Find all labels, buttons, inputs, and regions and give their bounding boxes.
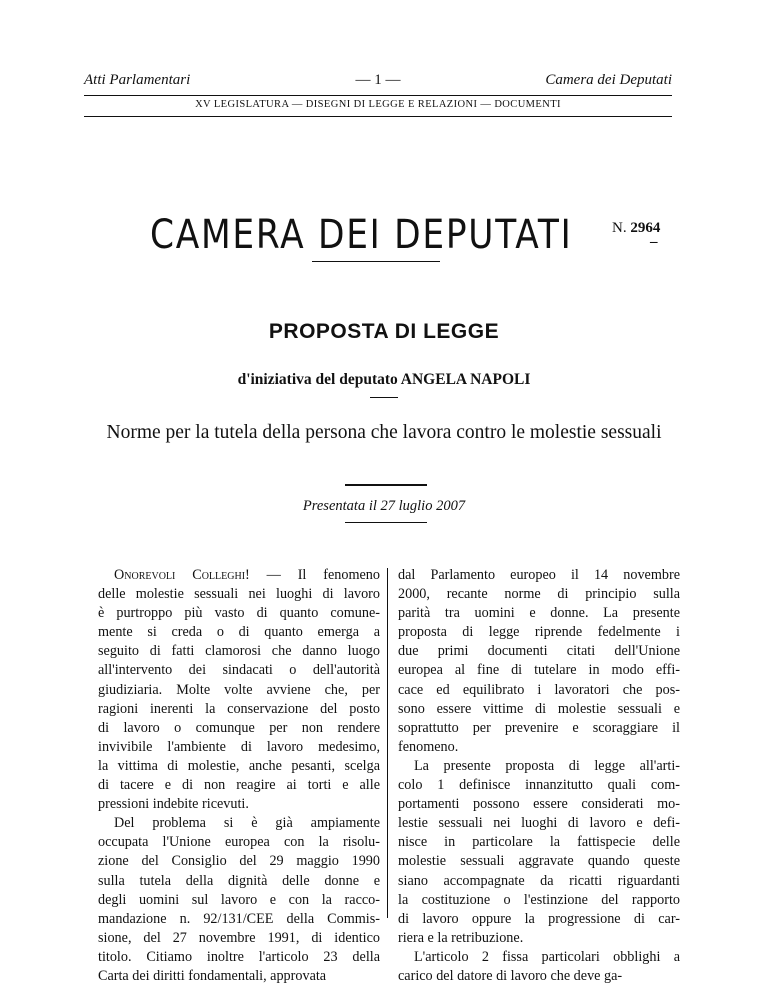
body-column-right [398, 566, 680, 986]
body-line: riera e la retribuzione. [398, 929, 524, 946]
title-rule [345, 484, 427, 486]
header-rule-bottom [84, 116, 672, 117]
body-line: seguito di fatti clamorosi che danno luogo [98, 643, 380, 660]
body-line: titolo. Citiamo inoltre l'articolo 23 della [98, 948, 380, 965]
body-line: dal Parlamento europeo il 14 novembre [398, 567, 680, 583]
body-line: delle molestie sessuali nei luoghi di lavoro [98, 586, 380, 603]
body-line: carico del datore di lavoro che deve ga- [398, 967, 623, 984]
body-line: ragioni inerenti la conservazione del posto [98, 700, 380, 717]
body-line: proposta di legge riprende fedelmente i [398, 624, 680, 641]
body-line: mandazione n. 92/131/CEE della Commis- [98, 910, 380, 927]
body-line: fenomeno. [398, 738, 459, 755]
initiative-rule [370, 397, 398, 398]
body-column-left [98, 566, 380, 986]
chamber-title: CAMERA DEI DEPUTATI [150, 212, 573, 258]
bill-type: PROPOSTA DI LEGGE [268, 320, 500, 343]
body-line: parità tra uomini e donne. La presente [398, 605, 680, 622]
body-line: sono essere vittime di molestie sessuali e [398, 700, 680, 717]
body-line: degli uomini sul lavoro e con la racco- [98, 891, 380, 908]
body-line: 2000, recante norme di principio sulla [398, 586, 680, 603]
body-line: sulla tutela della dignità delle donne e [98, 872, 380, 889]
body-line: occupata l'Unione europea con la risolu- [98, 834, 380, 851]
first-line [98, 566, 380, 585]
body-line: siano accompagnate da ricatti riguardanti [398, 872, 680, 889]
body-line: Del problema si è già ampiamente [114, 815, 380, 832]
running-header [84, 72, 672, 92]
bill-initiative: d'iniziativa del deputato ANGELA NAPOLI [237, 371, 531, 388]
page-number: — 1 — [355, 72, 401, 88]
body-line: invivibile l'ambiente di lavoro medesimo, [98, 738, 380, 755]
body-line: nisce in particolare la fattispecie delle [398, 834, 680, 851]
body-line: lestie sessuali nei luoghi di lavoro e defi- [398, 815, 680, 832]
body-line: La presente proposta di legge all'arti- [414, 757, 680, 774]
body-line: sione, del 27 novembre 1991, di identico [98, 929, 380, 946]
header-rule-top [84, 95, 672, 96]
number-value: 2964 [630, 220, 661, 236]
body-line: all'intervento dei sindacati o dell'autorità [98, 662, 380, 679]
header-right: Camera dei Deputati [545, 72, 672, 88]
body-line: di lavoro oppure la progressione di car- [398, 910, 680, 927]
body-line: L'articolo 2 fissa particolari obblighi a [414, 948, 680, 965]
salutation: Onorevoli Colleghi! [114, 567, 250, 583]
number-prefix: N. [612, 220, 627, 236]
body-line: cace ed equilibrato i lavoratori che pos- [398, 681, 680, 698]
subheader: XV LEGISLATURA — DISEGNI DI LEGGE E RELAZIONI — DOCUMENTI [195, 99, 561, 110]
body-line: soprattutto per prevenire e scoraggiare il [398, 719, 680, 736]
document-number [612, 220, 661, 250]
body-line: colo 1 definisce innanzitutto quali com- [398, 777, 680, 794]
body-line: è purtroppo più vasto di quanto comune- [98, 605, 380, 622]
body-line: pressioni indebite ricevuti. [98, 796, 249, 813]
body-line: portamenti possono essere considerati mo- [398, 796, 680, 813]
presented-date: Presentata il 27 luglio 2007 [302, 498, 466, 514]
header-left: Atti Parlamentari [84, 72, 191, 88]
body-line: — Il fenomeno [249, 567, 380, 583]
body-line: la vittima di molestie, anche pesanti, scelga [98, 757, 380, 774]
body-line: Carta dei diritti fondamentali, approvata [98, 967, 327, 984]
body-line: europea al fine di tutelare in modo effi- [398, 662, 680, 679]
date-rule [345, 522, 427, 523]
body-line: mente si creda o di quanto emerga a [98, 624, 380, 641]
body-line: zione del Consiglio del 29 maggio 1990 [98, 853, 380, 870]
body-line: di lavoro o comunque per non rendere [98, 719, 380, 736]
bill-title: Norme per la tutela della persona che lavora contro le molestie sessuali [106, 422, 662, 443]
body-line: due primi documenti citati dell'Unione [398, 643, 680, 660]
body-line: giudiziaria. Molte volte avviene che, per [98, 681, 380, 698]
body-line: molestie sessuali aggravate quando queste [398, 853, 680, 870]
masthead-rule [312, 261, 440, 262]
body-line: la costituzione o l'estinzione del rapporto [398, 891, 680, 908]
body-line: di tacere e di non reagire ai torti e alle [98, 777, 380, 794]
number-dash: – [650, 234, 658, 250]
column-divider [387, 568, 388, 918]
